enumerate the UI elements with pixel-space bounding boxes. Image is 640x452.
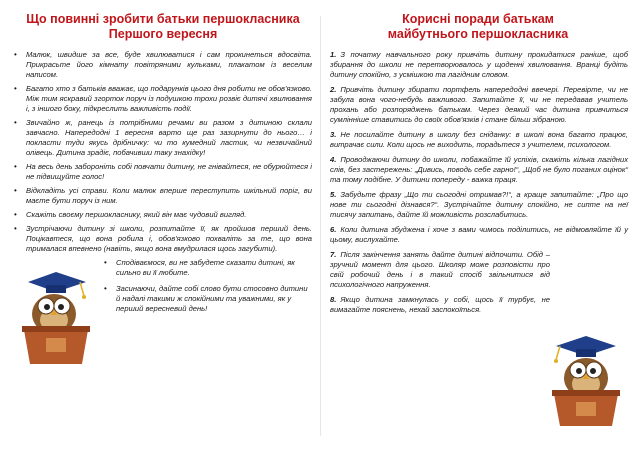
bullet: • [14, 84, 17, 93]
list-item-text: Скажіть своєму першокласнику, який він має чудовий вигляд. [26, 210, 247, 219]
right-title-line2: майбутнього першокласника [387, 27, 569, 41]
bullet: • [14, 50, 17, 59]
list-item [330, 85, 628, 125]
list-item [12, 50, 312, 80]
item-number: 2. [330, 85, 337, 94]
list-item [330, 190, 628, 220]
column-divider [320, 16, 321, 436]
list-item [12, 224, 312, 254]
list-item-text: Після закінчення занять дайте дитині відпочити. Обід – зручний момент для цього. Школяр може розповісти про свій робочий день і в такий спосіб звільнитися від психологічного напруження. [330, 250, 550, 289]
list-item [12, 162, 312, 182]
list-item [330, 295, 628, 315]
owl-teacher-icon [16, 268, 98, 366]
bullet: • [14, 186, 17, 195]
item-number: 4. [330, 155, 337, 164]
item-number: 8. [330, 295, 337, 304]
list-item [330, 250, 628, 290]
bullet: • [14, 162, 17, 171]
list-item-text: Багато хто з батьків вважає, що подарунків цього дня робити не обов'язково. Між тим яскравий згорток поруч із подушкою трохи розвіє дитячі хвилювання і, з іншого боку, підкреслить важливість події. [26, 84, 312, 113]
list-item-text: Якщо дитина замкнулась у собі, щось її турбує, не вимагайте пояснень, нехай заспокоїться. [330, 295, 550, 314]
list-item [102, 284, 312, 314]
bullet: • [14, 224, 17, 233]
left-title-line1: Що повинні зробити батьки першокласника [26, 12, 300, 26]
list-item-text: Проводжаючи дитину до школи, побажайте їй успіхів, скажіть кілька лагідних слів, без застережень: „Дивись, поводь себе гарно!“, „Щоб не було поганих оцінок“ та тому подібне. У дитини попереду - важка праця. [330, 155, 628, 184]
left-advice-list [10, 50, 316, 254]
left-title [10, 12, 316, 42]
bullet: • [104, 258, 107, 267]
list-item-text: Засинаючи, дайте собі слово бути стосовно дитини й надалі такими ж спокійними та уважними, як у перший вересневий день! [116, 284, 308, 313]
right-advice-list [326, 50, 630, 315]
left-lower-section [10, 258, 316, 368]
right-column [326, 10, 630, 446]
list-item-text: На весь день забороніть собі повчати дитину, не гнівайтеся, не обурюйтеся і не підвищуйте голос! [26, 162, 312, 181]
item-number: 3. [330, 130, 337, 139]
list-item-text: Звичайно ж, ранець із потрібними речами ви разом з дитиною склали завчасно. Напередодні 1 вересня варто ще раз зазирнути до нього… і покласти туди якусь дрібничку: чи то кумедний ластик, чи незвичайний олівець. Дитина зрадіє, побачивши таку знахідку! [26, 118, 312, 157]
list-item-text: Не посилайте дитину в школу без сніданку: в школі вона багато працює, витрачає сили. Коли щось не виходить, порадьтеся з учителем, психологом. [330, 130, 628, 149]
list-item-text: Сподіваємося, ви не забудете сказати дитині, як сильно ви її любите. [116, 258, 295, 277]
list-item-text: Привчіть дитину збирати портфель напередодні ввечері. Перевірте, чи не забула вона чого-небудь важливого. Запитайте її, чи не передавав учитель прохань або розпоряджень батькам. Через деякий час дитина привчиться сумлінніше ставитись до своїх обов'язків і стане більш зібраною. [330, 85, 628, 124]
bullet: • [104, 284, 107, 293]
list-item [12, 186, 312, 206]
list-item-text: Малюк, швидше за все, буде хвилюватися і сам прокинеться вдосвіта. Прикрасьте його кімнату повітряними кульками, плакатом із веселим написом. [26, 50, 312, 79]
list-item-text: Зустрічаючи дитину зі школи, розпитайте її, як пройшов перший день. Поцікавтеся, що вона робила і, обов'язково похваліть за те, що вона трималася впевнено (навіть, якщо вона вмудрилася щось загубити). [26, 224, 312, 253]
bullet: • [14, 210, 17, 219]
left-lower-list [102, 258, 312, 320]
item-number: 6. [330, 225, 337, 234]
list-item-text: Коли дитина збуджена і хоче з вами чимось поділитись, не відмовляйте їй у цьому, вислухайте. [330, 225, 628, 244]
list-item-text: Забудьте фразу „Що ти сьогодні отримав?!“, а краще запитайте: „Про що нове ти сьогодні дізнався?“. Зустрічайте дитину спокійно, не сипте на неї тисячу запитань, дайте їй можливість розслабитись. [330, 190, 628, 219]
list-item [102, 258, 312, 278]
owl-teacher-icon [546, 332, 626, 428]
item-number: 5. [330, 190, 337, 199]
item-number: 1. [330, 50, 337, 59]
left-title-line2: Першого вересня [108, 27, 218, 41]
list-item-text: З початку навчального року привчіть дитину прокидатися раніше, щоб збирання до школи не перетворювалось у щоденні хвилювання. Вранці будіть дитину спокійно, з усмішкою та лагідним словом. [330, 50, 628, 79]
list-item [12, 118, 312, 158]
bullet: • [14, 118, 17, 127]
list-item [330, 155, 628, 185]
right-title-line1: Корисні поради батькам [402, 12, 554, 26]
left-column [10, 10, 316, 446]
item-number: 7. [330, 250, 337, 259]
list-item [330, 130, 628, 150]
list-item [330, 225, 628, 245]
list-item [12, 210, 312, 220]
list-item-text: Відкладіть усі справи. Коли малюк вперше переступить шкільний поріг, ви маєте бути поруч із ним. [26, 186, 312, 205]
right-title [326, 12, 630, 42]
list-item [330, 50, 628, 80]
list-item [12, 84, 312, 114]
